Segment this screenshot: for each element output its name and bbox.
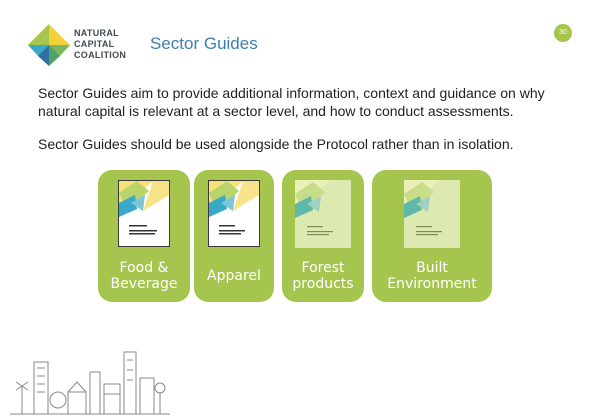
sector-guide-card-food-beverage[interactable] bbox=[98, 170, 190, 302]
guide-cover-art-icon bbox=[404, 180, 460, 248]
logo-line-1: NATURAL bbox=[74, 28, 119, 38]
logo-mark-icon bbox=[26, 22, 72, 68]
logo-line-3: COALITION bbox=[74, 50, 127, 60]
natural-capital-coalition-logo bbox=[26, 18, 138, 72]
sector-guide-card-apparel[interactable] bbox=[194, 170, 274, 302]
guide-cover-apparel bbox=[208, 180, 260, 247]
guide-cover-art-icon bbox=[209, 181, 259, 246]
guide-cover-built-environment bbox=[404, 180, 460, 248]
page-title: Sector Guides bbox=[150, 34, 258, 53]
guide-cover-forest-products bbox=[295, 180, 351, 248]
guide-cover-food-beverage bbox=[118, 180, 170, 247]
logo-wordmark bbox=[74, 28, 126, 61]
sector-guide-card-built-environment[interactable] bbox=[372, 170, 492, 302]
logo-line-2: CAPITAL bbox=[74, 39, 115, 49]
usage-paragraph: Sector Guides should be used alongside the Protocol rather than in isolation. bbox=[38, 136, 514, 152]
page-number-badge: 30 bbox=[554, 24, 572, 42]
intro-paragraph: Sector Guides aim to provide additional information, context and guidance on why natural capital is relevant at a sector level, and how to conduct assessments. bbox=[38, 85, 545, 119]
city-skyline-illustration bbox=[10, 348, 170, 416]
card-label-apparel: Apparel bbox=[207, 268, 261, 284]
guide-cover-art-icon bbox=[295, 180, 351, 248]
card-label-food-beverage: Food & Beverage bbox=[110, 260, 178, 292]
sector-guide-card-forest-products[interactable] bbox=[282, 170, 364, 302]
card-label-forest-products: Forest products bbox=[292, 260, 354, 292]
card-label-built-environment: Built Environment bbox=[387, 260, 477, 292]
guide-cover-art-icon bbox=[119, 181, 169, 246]
